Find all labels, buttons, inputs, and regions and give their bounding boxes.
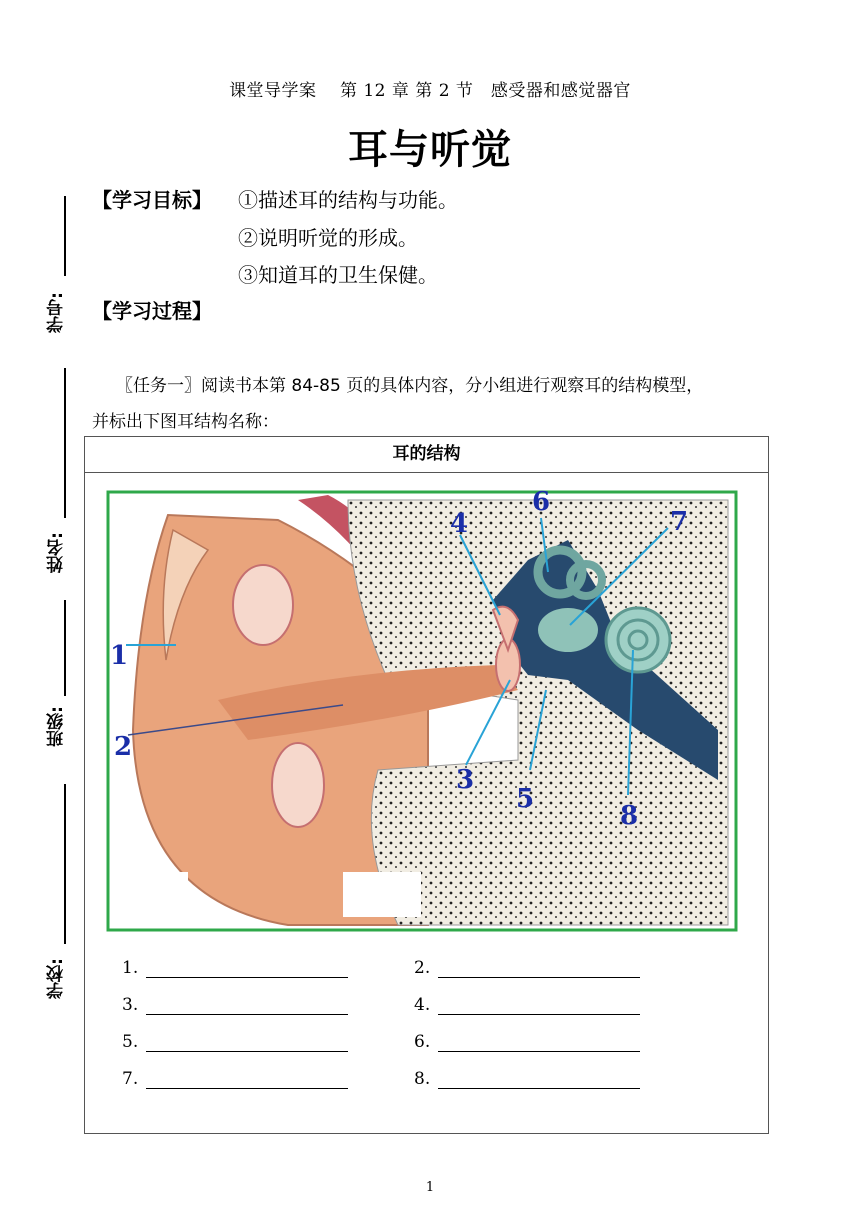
diagram-label-4: 4	[450, 509, 469, 539]
answer-blank-7[interactable]	[146, 1070, 348, 1089]
answer-row	[414, 1069, 640, 1089]
cochlea	[606, 608, 670, 672]
learning-process-label: 【学习过程】	[92, 299, 212, 323]
answer-row	[122, 1069, 348, 1089]
blank-patch	[343, 872, 421, 917]
answer-number: 7.	[122, 1069, 139, 1089]
answer-number: 8.	[414, 1069, 431, 1089]
learning-goal-item: ②说明听觉的形成。	[238, 226, 418, 250]
diagram-label-8: 8	[620, 801, 639, 831]
answer-number: 3.	[122, 995, 139, 1015]
sidebar-school-label: 学校:	[47, 958, 67, 999]
table-header: 耳的结构	[84, 436, 769, 473]
task-prefix: 〖任务一〗	[116, 376, 201, 396]
diagram-label-1: 1	[110, 641, 129, 671]
cartilage	[272, 743, 324, 827]
answer-row	[414, 995, 640, 1015]
vestibule	[538, 608, 598, 652]
sidebar-line	[64, 784, 66, 944]
answer-blank-3[interactable]	[146, 996, 348, 1015]
answer-row	[122, 1032, 348, 1052]
answer-blank-8[interactable]	[438, 1070, 640, 1089]
cartilage	[233, 565, 293, 645]
sidebar-class-label: 班级:	[47, 706, 67, 747]
learning-goal-item: ③知道耳的卫生保健。	[238, 263, 438, 287]
answer-row	[414, 1032, 640, 1052]
blank-patch	[128, 872, 188, 917]
answer-blank-6[interactable]	[438, 1033, 640, 1052]
diagram-label-7: 7	[670, 507, 689, 537]
sidebar-student-id-label: 学号:	[47, 292, 67, 333]
task-description-line1	[116, 371, 796, 396]
answer-row	[122, 958, 348, 978]
answer-number: 1.	[122, 958, 139, 978]
task-line1-text: 阅读书本第 84-85 页的具体内容，分小组进行观察耳的结构模型，	[201, 376, 704, 396]
task-description-line2: 并标出下图耳结构名称：	[92, 412, 279, 432]
diagram-label-6: 6	[532, 487, 551, 517]
answer-row	[414, 958, 640, 978]
answer-number: 5.	[122, 1032, 139, 1052]
sidebar-line	[64, 600, 66, 696]
learning-goal-item: ①描述耳的结构与功能。	[238, 188, 458, 212]
answer-blank-4[interactable]	[438, 996, 640, 1015]
diagram-label-2: 2	[114, 732, 133, 762]
answer-blank-5[interactable]	[146, 1033, 348, 1052]
diagram-label-3: 3	[456, 765, 475, 795]
diagram-label-5: 5	[516, 784, 535, 814]
answer-blank-1[interactable]	[146, 959, 348, 978]
answer-blank-2[interactable]	[438, 959, 640, 978]
answer-number: 6.	[414, 1032, 431, 1052]
ear-structure-diagram	[98, 480, 750, 940]
answer-number: 4.	[414, 995, 431, 1015]
page-title: 耳与听觉	[348, 127, 512, 173]
answer-number: 2.	[414, 958, 431, 978]
sidebar-line	[64, 196, 66, 276]
sidebar-line	[64, 368, 66, 518]
document-header: 课堂导学案 第 12 章 第 2 节 感受器和感觉器官	[229, 81, 631, 101]
sidebar-name-label: 姓名:	[47, 532, 67, 573]
answer-row	[122, 995, 348, 1015]
page-number: 1	[425, 1180, 435, 1195]
learning-goals-label: 【学习目标】	[92, 188, 212, 212]
